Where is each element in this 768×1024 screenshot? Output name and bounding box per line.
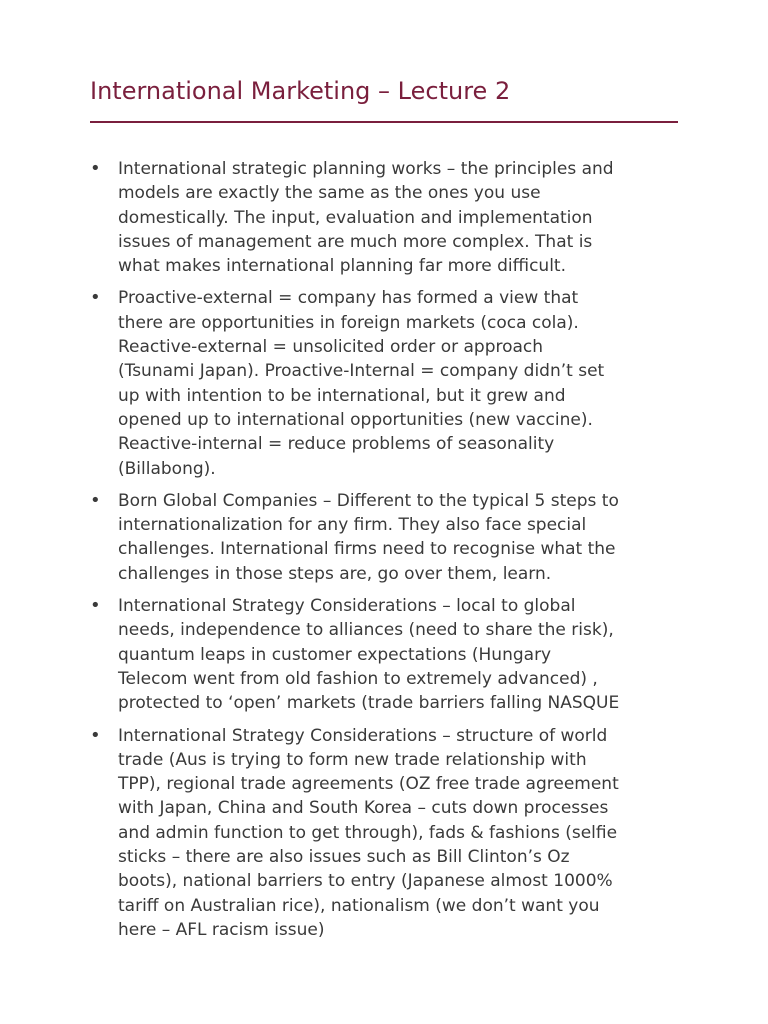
bullet-line: issues of management are much more complex. That is xyxy=(118,231,593,252)
bullet-text xyxy=(118,286,690,480)
bullet-line: needs, independence to alliances (need to share the risk), xyxy=(118,620,614,641)
bullet-line: Telecom went from old fashion to extremely advanced) , xyxy=(118,668,598,689)
bullet-item xyxy=(90,286,690,480)
bullet-line: what makes international planning far more difficult. xyxy=(118,256,566,277)
bullet-text xyxy=(118,157,690,278)
bullet-dot-icon: • xyxy=(90,489,101,511)
bullet-list xyxy=(90,157,690,950)
bullet-line: International strategic planning works – the principles and xyxy=(118,159,614,179)
bullet-line: challenges. International firms need to recognise what the xyxy=(118,539,616,560)
bullet-line: sticks – there are also issues such as Bill Clinton’s Oz xyxy=(118,847,570,868)
bullet-line: trade (Aus is trying to form new trade relationship with xyxy=(118,749,587,770)
bullet-line: protected to ‘open’ markets (trade barriers falling NASQUE xyxy=(118,693,620,714)
bullet-line: domestically. The input, evaluation and implementation xyxy=(118,207,593,228)
bullet-line: International Strategy Considerations – local to global xyxy=(118,596,576,617)
bullet-text xyxy=(118,724,690,943)
bullet-item xyxy=(90,724,690,943)
bullet-item xyxy=(90,489,690,586)
bullet-item xyxy=(90,157,690,278)
bullet-dot-icon: • xyxy=(90,595,101,617)
bullet-line: tariff on Australian rice), nationalism (we don’t want you xyxy=(118,895,600,916)
bullet-line: TPP), regional trade agreements (OZ free trade agreement xyxy=(118,774,619,795)
bullet-line: models are exactly the same as the ones you use xyxy=(118,183,541,204)
bullet-line: with Japan, China and South Korea – cuts down processes xyxy=(118,798,609,819)
bullet-dot-icon: • xyxy=(90,158,101,179)
bullet-line: Proactive-external = company has formed a view that xyxy=(118,288,579,309)
title-divider xyxy=(90,121,678,123)
bullet-dot-icon: • xyxy=(90,724,101,746)
bullet-line: up with intention to be international, but it grew and xyxy=(118,385,566,406)
bullet-line: Born Global Companies – Different to the typical 5 steps to xyxy=(118,490,619,511)
bullet-item xyxy=(90,594,690,715)
bullet-line: Reactive-internal = reduce problems of seasonality xyxy=(118,434,555,455)
bullet-line: opened up to international opportunities (new vaccine). xyxy=(118,409,593,430)
bullet-line: quantum leaps in customer expectations (Hungary xyxy=(118,644,552,665)
bullet-line: here – AFL racism issue) xyxy=(118,919,325,940)
bullet-dot-icon: • xyxy=(90,287,101,309)
bullet-line: Reactive-external = unsolicited order or approach xyxy=(118,337,544,358)
bullet-line: (Tsunami Japan). Proactive-Internal = company didn’t set xyxy=(118,361,605,382)
bullet-line: International Strategy Considerations – structure of world xyxy=(118,725,608,746)
bullet-line: there are opportunities in foreign markets (coca cola). xyxy=(118,312,579,333)
bullet-text xyxy=(118,594,690,715)
page-title: International Marketing – Lecture 2 xyxy=(90,77,511,105)
bullet-line: and admin function to get through), fads & fashions (selfie xyxy=(118,822,618,843)
bullet-line: boots), national barriers to entry (Japanese almost 1000% xyxy=(118,871,613,892)
bullet-line: (Billabong). xyxy=(118,458,216,479)
bullet-line: internationalization for any firm. They also face special xyxy=(118,515,587,536)
bullet-line: challenges in those steps are, go over them, learn. xyxy=(118,563,552,584)
bullet-text xyxy=(118,489,690,586)
